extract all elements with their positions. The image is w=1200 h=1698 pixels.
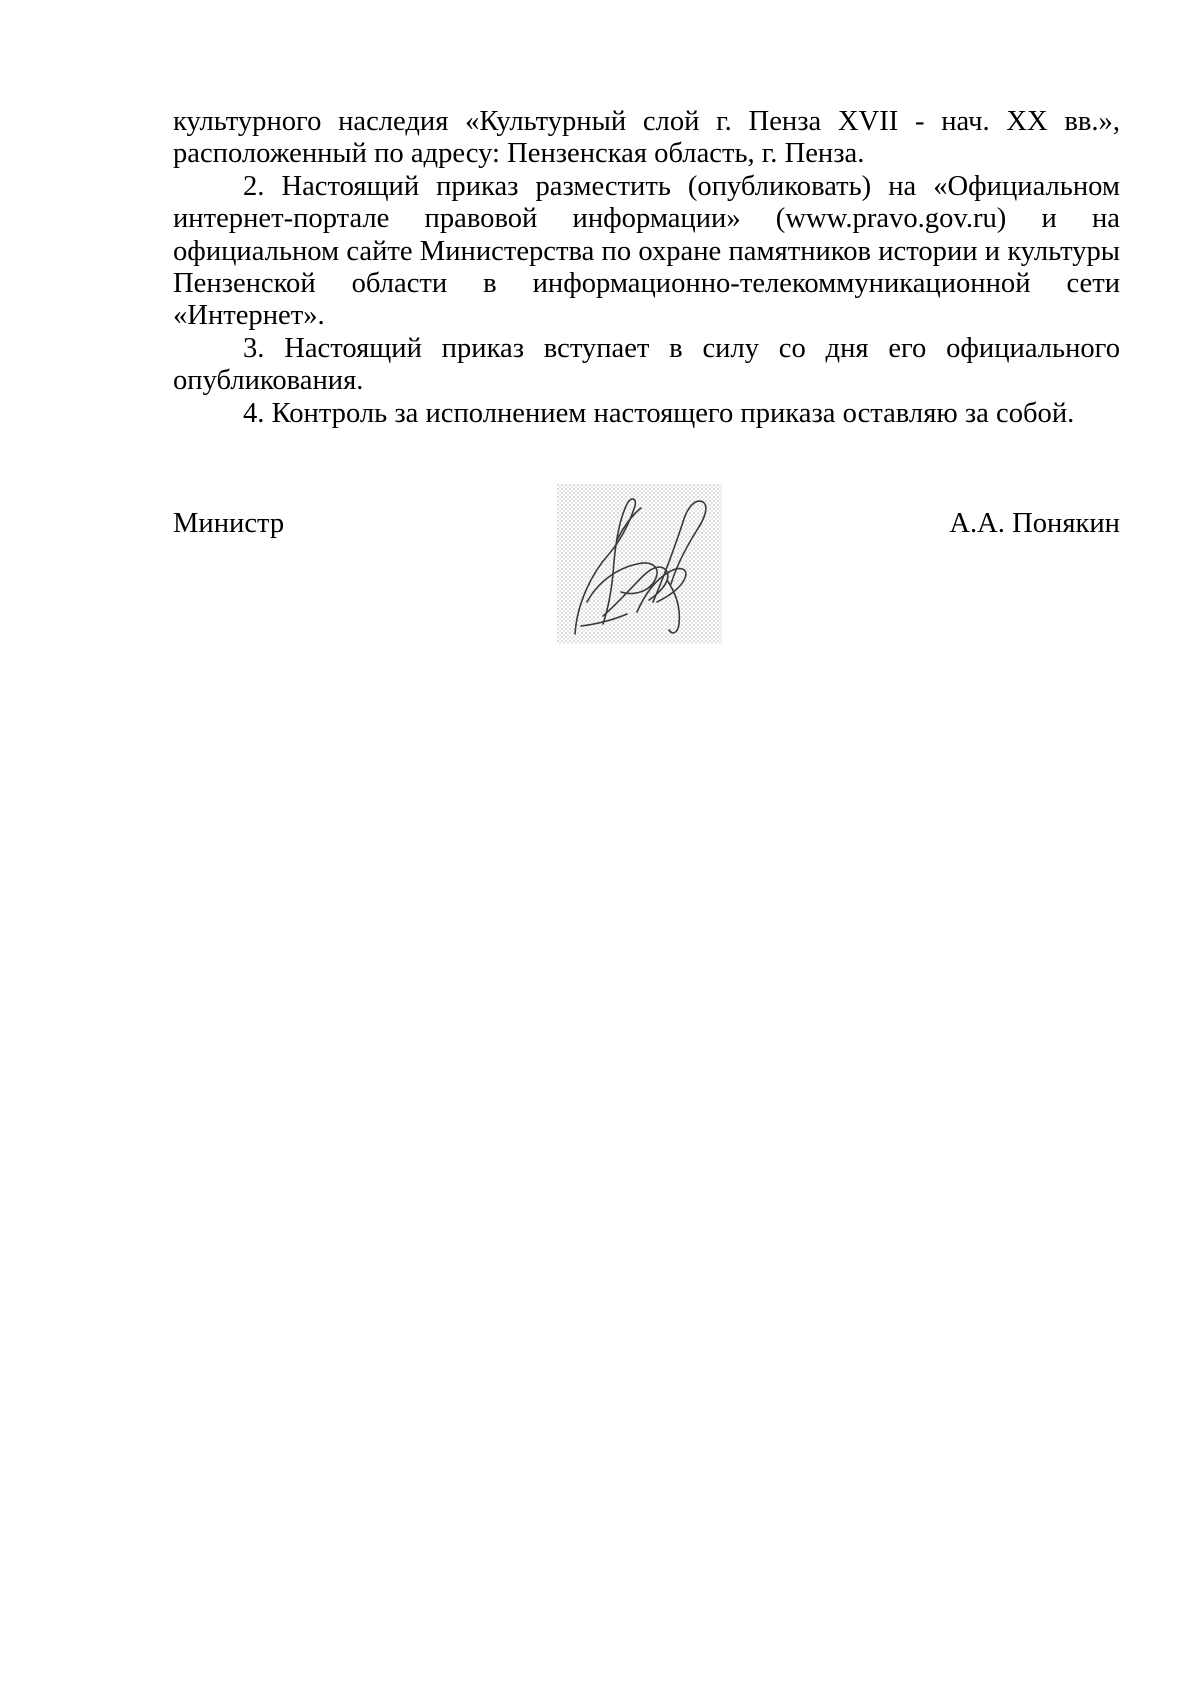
handwritten-signature-icon (557, 484, 722, 644)
paragraph-item-2: 2. Настоящий приказ разместить (опубликовать) на «Официальном интернет-портале правовой информации» (www.pravo.gov.ru) и на официальном сайте Министерства по охране памятников истории и культуры Пензенской области в информационно-телекоммуникационной сети «Интернет». (173, 170, 1120, 332)
signer-name: А.А. Понякин (949, 508, 1120, 539)
paragraph-item-3: 3. Настоящий приказ вступает в силу со дня его официального опубликования. (173, 332, 1120, 397)
paragraph-item-4: 4. Контроль за исполнением настоящего приказа оставляю за собой. (243, 397, 1075, 429)
document-body (173, 106, 1120, 430)
paragraph-continuation: культурного наследия «Культурный слой г. Пенза XVII - нач. XX вв.», расположенный по адресу: Пензенская область, г. Пенза. (173, 106, 1120, 170)
signer-position: Министр (173, 508, 285, 539)
